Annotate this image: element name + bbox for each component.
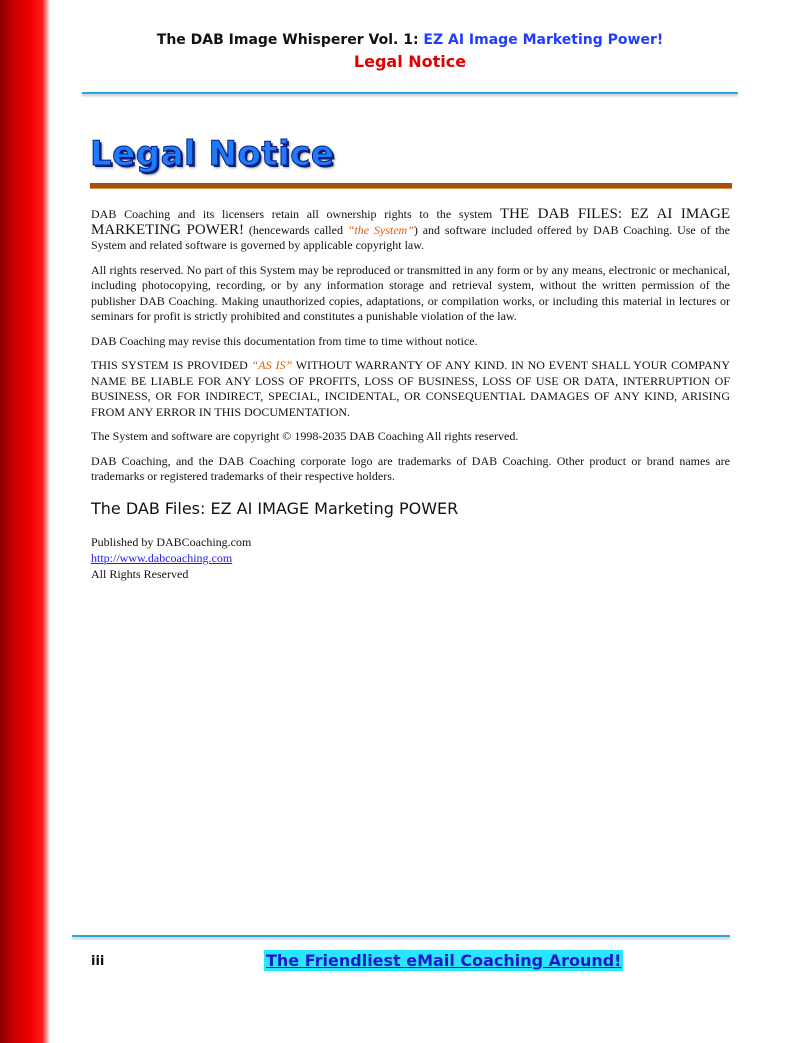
p4-as-is: “AS IS”	[251, 358, 293, 372]
p1-text-a: DAB Coaching and its licensers retain all ownership rights to the system	[91, 207, 493, 221]
legal-body	[91, 207, 730, 582]
header-title-accent: EZ AI Image Marketing Power!	[423, 32, 664, 48]
p4-text-b: WITHOUT WARRANTY OF ANY KIND. IN NO EVENT SHALL YOUR COMPANY NAME BE LIABLE FOR ANY LOSS OF PROFITS, LOSS OF BUSINESS, LOSS OF USE OR DATA, INTERRUPTION OF BUSINESS, OR FOR INDIRECT, SPECIAL, INCIDENTAL, OR CONSEQUENTIAL DAMAGES OF ANY KIND, ARISING FROM ANY ERROR IN THIS DOCUMENTATION.	[91, 358, 730, 419]
page-header	[82, 32, 738, 71]
header-title-prefix: The DAB Image Whisperer Vol. 1:	[156, 32, 419, 48]
p1-system-name: THE DAB FILES: EZ AI IMAGE MARKETING POWER!	[91, 206, 731, 238]
paragraph-rights: All rights reserved. No part of this System may be reproduced or transmitted in any form or by any means, electronic or mechanical, including photocopying, recording, or by any information storage and retrieval system, without the written permission of the publisher DAB Coaching. Making unauthorized copies, adaptations, or compilation works, or including this material in lectures or seminars for profit is strictly prohibited and constitutes a punishable violation of the law.	[91, 262, 730, 323]
p1-system-alias: “the System”	[347, 222, 414, 237]
publisher-block	[91, 534, 730, 582]
footer-slogan-link[interactable]: The Friendliest eMail Coaching Around!	[266, 951, 622, 970]
paragraph-trademarks: DAB Coaching, and the DAB Coaching corporate logo are trademarks of DAB Coaching. Other product or brand names are trademarks or registered trademarks of their respective holders.	[91, 453, 730, 483]
published-by: Published by DABCoaching.com	[91, 535, 252, 549]
all-rights-reserved: All Rights Reserved	[91, 567, 189, 581]
paragraph-copyright: The System and software are copyright © 1998-2035 DAB Coaching All rights reserved.	[91, 429, 519, 443]
header-divider	[82, 92, 738, 94]
header-subtitle: Legal Notice	[353, 52, 467, 71]
page-title: Legal Notice	[90, 134, 335, 174]
product-subtitle: The DAB Files: EZ AI IMAGE Marketing POWER	[91, 498, 459, 518]
footer-divider	[72, 935, 730, 937]
page-number: iii	[91, 954, 105, 969]
header-title	[82, 32, 738, 48]
paragraph-warranty	[91, 358, 730, 420]
p1-text-b: (hencewards called	[248, 222, 343, 237]
red-side-bar	[0, 0, 50, 1043]
paragraph-ownership	[91, 207, 730, 254]
publisher-link[interactable]: http://www.dabcoaching.com	[91, 551, 233, 565]
paragraph-revisions: DAB Coaching may revise this documentation from time to time without notice.	[91, 333, 478, 348]
p1-text-c: ) and software included offered by DAB Coaching. Use of the System and related software is governed by applicable copyright law.	[91, 222, 730, 252]
p4-text-a: THIS SYSTEM IS PROVIDED	[91, 358, 248, 372]
title-divider	[90, 183, 732, 189]
